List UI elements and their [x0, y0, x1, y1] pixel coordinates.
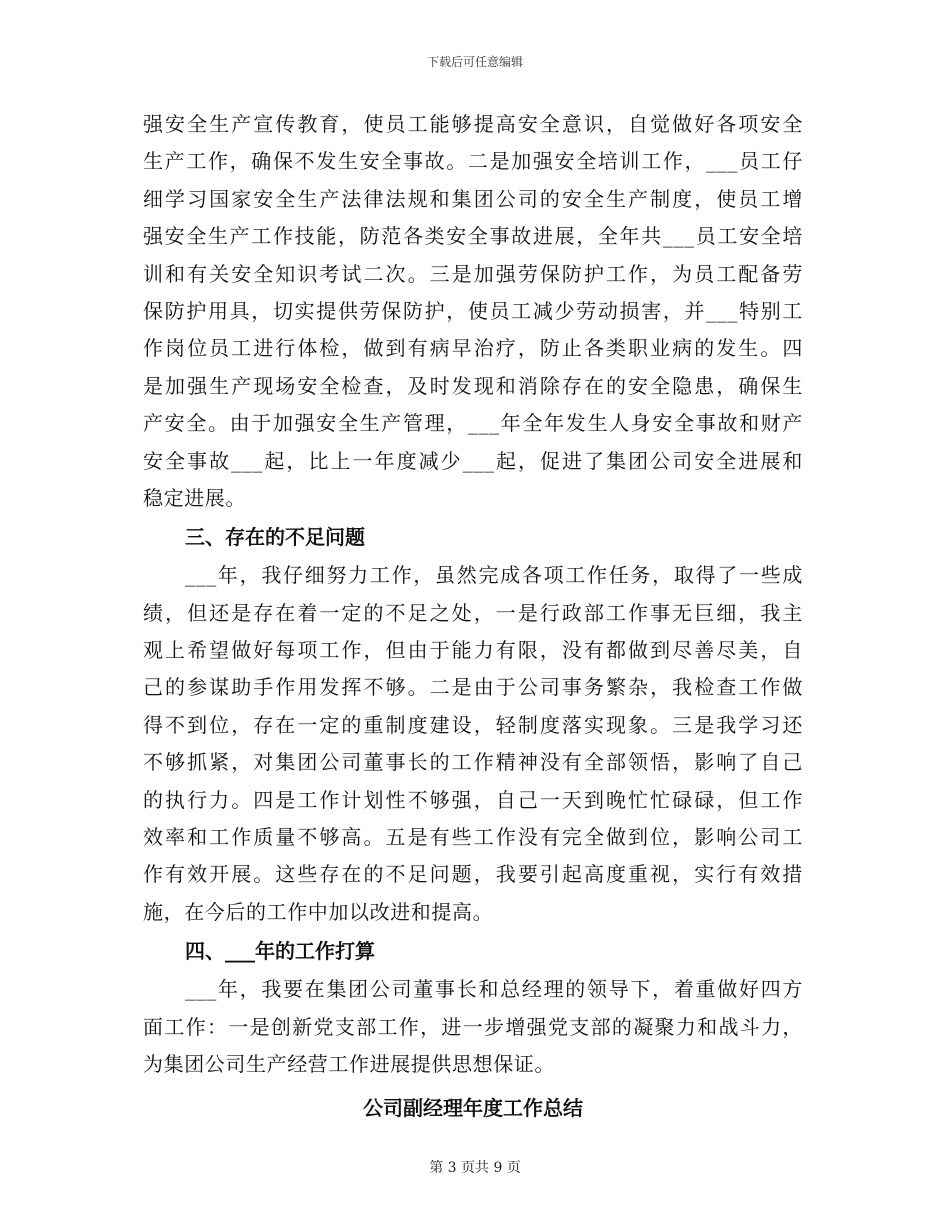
text-line: 效率和工作质量不够高。五是有些工作没有完全做到位，影响公司工 — [143, 825, 803, 850]
document-body — [143, 106, 803, 1133]
next-document-title: 公司副经理年度工作总结 — [363, 1096, 583, 1121]
section2-tail-paragraph — [143, 106, 803, 517]
text-line: 保防护用具，切实提供劳保防护，使员工减少劳动损害，并___特别工 — [143, 298, 803, 323]
text-line: 细学习国家安全生产法律法规和集团公司的安全生产制度，使员工增 — [143, 186, 803, 211]
text-line: 的执行力。四是工作计划性不够强，自己一天到晚忙忙碌碌，但工作 — [143, 787, 803, 812]
text-line: 施，在今后的工作中加以改进和提高。 — [143, 899, 494, 924]
text-line: 生产工作，确保不发生安全事故。二是加强安全培训工作，___员工仔 — [143, 149, 803, 174]
section3-heading: 三、存在的不足问题 — [185, 525, 365, 550]
text-line: 强安全生产工作技能，防范各类安全事故进展，全年共___员工安全培 — [143, 224, 803, 249]
text-line: 作有效开展。这些存在的不足问题，我要引起高度重视，实行有效措 — [143, 862, 803, 887]
text-line: 不够抓紧，对集团公司董事长的工作精神没有全部领悟，影响了自己 — [143, 750, 803, 775]
text-line: ___年，我要在集团公司董事长和总经理的领导下，着重做好四方 — [185, 977, 803, 1002]
page-header: 下载后可任意编辑 — [426, 55, 523, 69]
section3-paragraph — [143, 557, 803, 931]
text-line: 为集团公司生产经营工作进展提供思想保证。 — [143, 1051, 555, 1076]
text-line: ___年，我仔细努力工作，虽然完成各项工作任务，取得了一些成 — [185, 563, 803, 588]
section4-paragraph — [143, 971, 803, 1083]
text-line: 产安全。由于加强安全生产管理，___年全年发生人身安全事故和财产 — [143, 411, 803, 436]
text-line: 观上希望做好每项工作，但由于能力有限，没有都做到尽善尽美，自 — [143, 638, 803, 663]
text-line: 得不到位，存在一定的重制度建设，轻制度落实现象。三是我学习还 — [143, 712, 803, 737]
text-line: 训和有关安全知识考试二次。三是加强劳保防护工作，为员工配备劳 — [143, 261, 803, 286]
text-line: 强安全生产宣传教育，使员工能够提高安全意识，自觉做好各项安全 — [143, 112, 803, 136]
text-line: 绩，但还是存在着一定的不足之处，一是行政部工作事无巨细，我主 — [143, 600, 803, 625]
text-line: 安全事故___起，比上一年度减少___起，促进了集团公司安全进展和 — [143, 448, 803, 473]
text-line: 稳定进展。 — [143, 485, 246, 510]
text-line: 面工作：一是创新党支部工作，进一步增强党支部的凝聚力和战斗力， — [143, 1014, 803, 1039]
text-line: 作岗位员工进行体检，做到有病早治疗，防止各类职业病的发生。四 — [143, 336, 803, 361]
section4-heading: 四、___年的工作打算 — [185, 939, 375, 964]
text-line: 是加强生产现场安全检查，及时发现和消除存在的安全隐患，确保生 — [143, 373, 803, 398]
text-line: 己的参谋助手作用发挥不够。二是由于公司事务繁杂，我检查工作做 — [143, 675, 803, 700]
page-footer: 第 3 页共 9 页 — [429, 1160, 521, 1176]
